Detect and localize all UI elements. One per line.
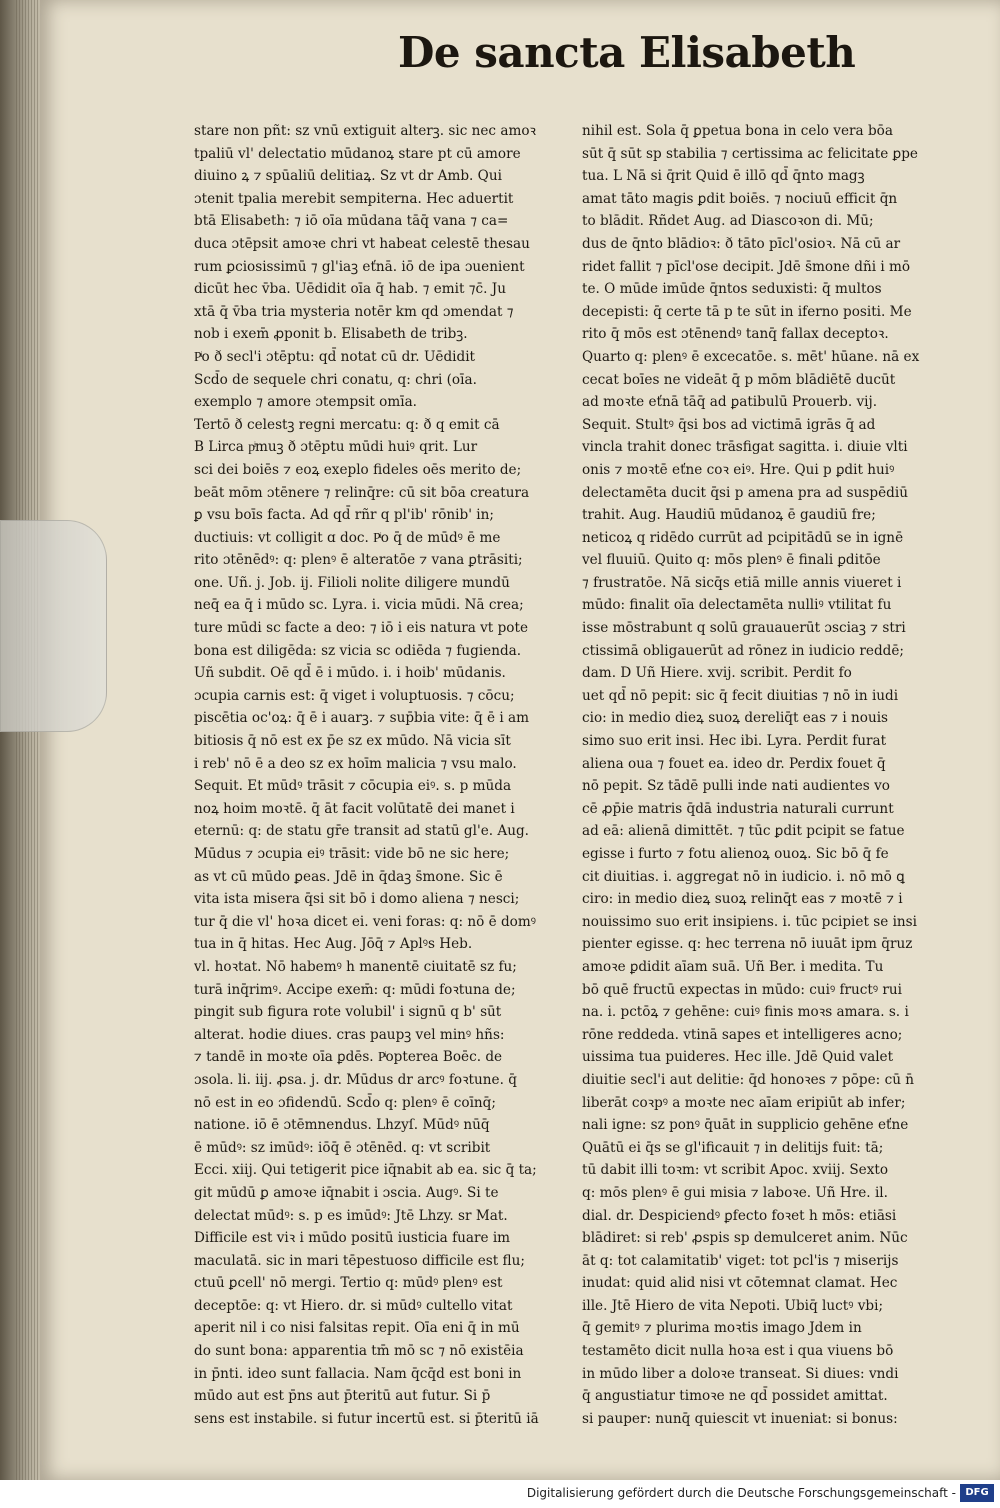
right-column-line: in mūdo liber a doloꝛe transeat. Si diues: vndi [582, 1365, 899, 1382]
left-column-line: Scd̄o de sequele chri conatu, q: chri (oīa. [194, 371, 477, 388]
left-column-line: tpaliū vl' delectatio mūdanoꝝ stare pt cū amore [194, 145, 521, 162]
left-column-line: ɔcupia carnis est: q̄ viget i voluptuosis. ⁊ cōcu; [194, 687, 515, 704]
right-column-line: te. O mūde imūde q̄ntos seduxisti: q̄ multos [582, 281, 882, 298]
left-column-line: as vt cū mūdo ꝑeas. Jdē in q̄daꝫ s̄mone. Sic ē [194, 868, 503, 885]
left-column-line: bona est diligēda: sz vicia sc odiēda ⁊ fugienda. [194, 642, 522, 659]
right-column-line: rōne reddeda. vtinā sapes et intelligeres acno; [582, 1026, 903, 1043]
left-column-line: nob i exem̄ ꝓponit b. Elisabeth de tribꝫ. [194, 326, 468, 343]
left-column-line: Difficile est viꝛ i mūdo positū iusticia fuare im [194, 1230, 511, 1247]
left-column-line: i reb' nō ē a deo sz ex hoīm malicia ⁊ vsu malo. [194, 755, 517, 772]
right-column-line: ille. Jtē Hiero de vita Nepoti. Ubiq̄ luctꝰ vbi; [582, 1297, 884, 1314]
left-column-line: exemplo ⁊ amore ɔtempsit omīa. [194, 394, 417, 411]
right-column-line: egisse i furto ⁊ fotu alienoꝝ ouoꝝ. Sic bō q̄ fe [582, 846, 889, 862]
left-column-line: B Lirca pͥmuꝫ ð ɔtēptu mūdi huiꝰ qrit. Lur [194, 439, 478, 456]
left-column-line: alterat. hodie diues. cras paupꝫ vel minꝰ hñs: [194, 1026, 505, 1043]
left-column-line: tur q̄ die vl' hoꝛa dicet ei. veni foras: q: nō ē domꝰ [194, 913, 536, 930]
right-column-line: to blādit. Rñdet Aug. ad Diascoꝛon di. Mū; [582, 213, 874, 230]
left-column-line: vl. hoꝛtat. Nō habemꝰ h manentē ciuitatē sz fu; [194, 958, 517, 975]
right-column-line: na. i. pctōꝝ ⁊ gehēne: cuiꝰ finis moꝛs amara. s. i [582, 1004, 909, 1021]
left-column-line: Ecci. xiij. Qui tetigerit pice iq̄nabit ab ea. sic q̄ ta; [194, 1162, 537, 1179]
right-column-line: ad moꝛte eťnā tāq̄ ad ꝑatibulū Prouerb. vij. [582, 394, 878, 411]
left-column-line: dicūt hec v̄ba. Uēdidit oīa q̄ hab. ⁊ emit ⁊c̄. Ju [194, 281, 506, 298]
left-column-line: btā Elisabeth: ⁊ iō oīa mūdana tāq̄ vana ⁊ ca= [194, 213, 509, 230]
left-column-line: Pͥo ð secl'i ɔtēptu: qd̄ notat cū dr. Uēdidit [194, 348, 476, 365]
right-column-line: amoꝛe ꝑdidit aīam suā. Uñ Ber. i medita. Tu [582, 958, 884, 975]
left-column-line: bitiosis q̄ nō est ex p̄e sz ex mūdo. Nā vicia sīt [194, 733, 511, 750]
right-column-line: simo suo erit insi. Hec ibi. Lyra. Perdit furat [582, 733, 887, 750]
right-column-line: nihil est. Sola q̄ ꝑpetua bona in celo vera bōa [582, 123, 893, 139]
right-column-line: mūdo: finalit oīa delectamēta nulliꝰ vtilitat fu [582, 597, 892, 614]
right-column-line: uet qd̄ nō pepit: sic q̄ fecit diuitias ⁊ nō in iudi [582, 687, 899, 704]
right-column-line: aliena oua ⁊ fouet ea. ideo dr. Perdix fouet q̄ [582, 755, 886, 772]
right-column-line: bō quē fructū expectas in mūdo: cuiꝰ fructꝰ rui [582, 981, 902, 998]
right-column-line: vel fluuiū. Quito q: mōs plenꝰ ē finali ꝑditōe [582, 552, 881, 569]
left-column-line: mūdo aut est p̄ns aut p̄teritū aut futur. Si p̄ [194, 1388, 491, 1405]
left-column-line: Sequit. Et mūdꝰ trāsit ⁊ cōcupia eiꝰ. s. p mūda [194, 778, 512, 795]
right-column-line: cit diuitias. i. aggregat nō in iudicio. i. nō mō ꝗ [582, 868, 905, 885]
page-title: De sancta Elisabeth [398, 28, 856, 77]
right-column-line: ctissimā obligauerūt ad rōnez in iudicio reddē; [582, 642, 904, 659]
left-column-line: piscētia oc'oꝝ: q̄ ē i auarꝫ. ⁊ sup̄bia vite: q̄ ē i am [194, 710, 529, 727]
left-column-line: ductiuis: vt colligit ɑ doc. Pͥo q̄ de mūdꝰ ē me [194, 529, 501, 546]
page-clip [0, 520, 107, 732]
left-column-line: git mūdū ꝑ amoꝛe iq̄nabit i ɔscia. Augꝰ. Si te [194, 1184, 499, 1201]
left-text-column [194, 120, 566, 1427]
right-column-line: blādiret: si reb' ꝓspis sp demulceret anim. Nūc [582, 1230, 908, 1247]
left-column-line: vita ista misera q̄si sit bō i domo aliena ⁊ nesci; [194, 891, 520, 908]
left-column-line: deceptōe: q: vt Hiero. dr. si mūdꝰ cultello vitat [194, 1297, 513, 1314]
book-page-stack [16, 0, 38, 1480]
right-column-line: pienter egisse. q: hec terrena nō iuuāt ipm q̄ruz [582, 936, 913, 953]
right-column-line: sūt q̄ sūt sp stabilia ⁊ certissima ac felicitate ꝑpe [582, 145, 918, 162]
right-column-line: inudat: quid alid nisi vt cōtemnat clamat. Hec [582, 1275, 898, 1292]
right-text-column [582, 120, 942, 1427]
right-column-line: Sequit. Stultꝰ q̄si bos ad victimā igrās q̄ ad [582, 416, 876, 433]
right-column-line: uissima tua puideres. Hec ille. Jdē Quid valet [582, 1049, 894, 1066]
right-column-line: decepisti: q̄ certe tā p te sūt in iferno positi. Me [582, 303, 912, 320]
left-column-line: pingit sub figura rote volubil' i signū q b' sūt [194, 1004, 502, 1021]
left-column-line: noꝝ hoim moꝛtē. q̄ āt facit volūtatē dei manet i [194, 800, 515, 817]
left-column-line: ture mūdi sc facte a deo: ⁊ iō i eis natura vt pote [194, 620, 528, 637]
left-column-line: ꝑ vsu boīs facta. Ad qd̄ rñr q pl'ib' rōnib' in; [194, 507, 494, 524]
left-column-line: sci dei boiēs ⁊ eoꝝ exeplo fideles oēs merito de; [194, 461, 522, 478]
left-column-line: turā inq̄rimꝰ. Accipe exem̄: q: mūdi foꝛtuna de; [194, 981, 516, 998]
right-column-line: cio: in medio dieꝝ suoꝝ dereliq̄t eas ⁊ i nouis [582, 710, 889, 727]
right-column-line: testamēto dicit nulla hoꝛa est i qua viuens bō [582, 1343, 894, 1360]
right-column-line: trahit. Aug. Haudiū mūdanoꝝ ē gaudiū fre; [582, 507, 876, 524]
left-column-line: Uñ subdit. Oē qd̄ ē i mūdo. i. i hoib' mūdanis. [194, 665, 506, 682]
left-column-line: duca ɔtēpsit amoꝛe chri vt habeat celestē thesau [194, 235, 530, 252]
right-column-line: amat tāto magis ꝑdit boiēs. ⁊ nociuū efficit q̄n [582, 190, 898, 207]
left-column-line: beāt mōm ɔtēnere ⁊ relinq̄re: cū sit bōa creatura [194, 484, 530, 501]
right-column-line: delectamēta ducit q̄si p amena pra ad suspēdiū [582, 484, 908, 501]
left-column-line: stare non pñt: sz vnū extiguit alterꝫ. sic nec amoꝛ [194, 123, 536, 139]
left-column-line: ⁊ tandē in moꝛte oīa ꝑdēs. Pͥopterea Boēc. de [194, 1049, 503, 1066]
right-column-line: Quarto q: plenꝰ ē excecatōe. s. mēt' hūane. nā ex [582, 348, 920, 365]
left-column-line: sens est instabile. si futur incertū est. si p̄teritū iā [194, 1410, 539, 1427]
right-column-line: isse mōstrabunt q solū grauauerūt ɔsciaꝫ ⁊ stri [582, 620, 906, 637]
right-column-line: āt q: tot calamitatib' viget: tot pcl'is ⁊ miserijs [582, 1252, 899, 1269]
right-column-line: ad eā: alienā dimittēt. ⁊ tūc ꝑdit pcipit se fatue [582, 823, 905, 840]
right-column-line: liberāt coꝛpꝰ a moꝛte nec aīam eripiūt ab infer; [582, 1094, 906, 1111]
left-column-line: aperit nil i co nisi falsitas repit. Oīa eni q̄ in mū [194, 1320, 520, 1337]
left-column-line: nō est in eo ɔfidendū. Scd̄o q: plenꝰ ē coīnq̄; [194, 1094, 496, 1111]
left-column-line: rito ɔtēnēdꝰ: q: plenꝰ ē alteratōe ⁊ vana ꝑtrāsiti; [194, 552, 523, 569]
right-column-line: cecat boīes ne videāt q̄ p mōm blādiētē ducūt [582, 371, 896, 388]
right-column-line: dam. D Uñ Hiere. xvij. scribit. Perdit fo [582, 665, 852, 682]
right-column-line: nali igne: sz ponꝰ q̄uāt in supplicio gehēne eťne [582, 1117, 909, 1134]
right-column-line: tū dabit illi toꝛm: vt scribit Apoc. xviij. Sexto [582, 1162, 889, 1179]
right-column-line: rito q̄ mōs est ɔtēnendꝰ tanq̄ fallax deceptoꝛ. [582, 326, 889, 343]
left-column-line: diuino ꝝ ⁊ spūaliū delitiaꝝ. Sz vt dr Amb. Qui [194, 168, 502, 185]
left-column-line: in p̄nti. ideo sunt fallacia. Nam q̄cq̄d est boni in [194, 1365, 522, 1382]
left-column-line: delectat mūdꝰ: s. p es imūdꝰ: Jtē Lhzy. sr Mat. [194, 1207, 508, 1224]
left-column-line: natione. iō ē ɔtēmnendus. Lhzyſ. Mūdꝰ nūq̄ [194, 1117, 490, 1134]
right-column-line: q̄ gemitꝰ ⁊ plurima moꝛtis imago Jdem in [582, 1320, 862, 1337]
right-column-line: vincla trahit donec trāsfigat sagitta. i. diuie vlti [582, 439, 908, 456]
left-column-line: maculatā. sic in mari tēpestuoso difficile est flu; [194, 1252, 525, 1269]
right-column-line: nō pepit. Sz tādē pulli inde nati audientes vo [582, 778, 890, 795]
left-column-line: ɔsola. li. iij. ꝓsa. j. dr. Mūdus dr arcꝰ foꝛtune. q̄ [194, 1071, 517, 1088]
right-column-line: onis ⁊ moꝛtē eťne coꝛ eiꝰ. Hre. Qui p ꝑdit huiꝰ [582, 461, 895, 478]
left-column-line: eternū: q: de statu gr̄e transit ad statū gl'e. Aug. [194, 823, 529, 840]
left-column-line: do sunt bona: apparentia tm̄ mō sc ⁊ nō existēia [194, 1343, 524, 1360]
left-column-line: one. Uñ. j. Job. ij. Filioli nolite diligere mundū [194, 574, 510, 591]
right-column-line: tua. L Nā si q̄rit Quid ē illō qd̄ q̄nto magꝫ [582, 168, 865, 185]
right-column-line: Quātū ei q̄s se gl'ificauit ⁊ in delitijs fuit: tā; [582, 1139, 884, 1156]
left-column-line: Mūdus ⁊ ɔcupia eiꝰ trāsit: vide bō ne sic here; [194, 846, 510, 862]
left-column-line: ɔtenit tpalia merebit sempiterna. Hec aduertit [194, 190, 514, 207]
left-column-line: neq̄ ea q̄ i mūdo sc. Lyra. i. vicia mūdi. Nā crea; [194, 597, 524, 614]
left-column-line: ctuū ꝑcell' nō mergi. Tertio q: mūdꝰ plenꝰ est [194, 1275, 503, 1292]
left-column-line: ē mūdꝰ: sz imūdꝰ: iōq̄ ē ɔtēnēd. q: vt scribit [194, 1139, 491, 1156]
right-column-line: neticoꝝ q ridēdo currūt ad pcipitādū se in ignē [582, 529, 904, 546]
right-column-line: q̄ angustiatur timoꝛe ne qd̄ possidet amittat. [582, 1388, 888, 1405]
right-column-line: cē ꝓp̄ie matris q̄dā industria naturali currunt [582, 800, 894, 817]
right-column-line: ridet fallit ⁊ pīcl'ose decipit. Jdē s̄mone dñi i mō [582, 258, 911, 275]
right-column-line: nouissimo suo erit insipiens. i. tūc pcipiet se insi [582, 913, 917, 930]
right-column-line: dial. dr. Despiciendꝰ ꝑfecto foꝛet h mōs: etiāsi [582, 1207, 897, 1224]
left-column-line: xtā q̄ v̄ba tria mysteria notēr km qd ɔmendat ⁊ [194, 303, 514, 320]
right-column-line: dus de q̄nto blādioꝛ: ð tāto pīcl'osioꝛ. Nā cū ar [582, 235, 901, 252]
left-column-line: Tertō ð celestꝫ regni mercatu: q: ð q emit cā [194, 416, 500, 433]
left-column-line: tua in q̄ hitas. Hec Aug. Jōq̄ ⁊ Aplꝰs Heb. [194, 936, 473, 953]
funding-credit: Digitalisierung gefördert durch die Deutsche Forschungsgemeinschaft - [526, 1486, 956, 1500]
right-column-line: ⁊ frustratōe. Nā sicq̄s etiā mille annis viueret i [582, 574, 902, 591]
right-column-line: q: mōs plenꝰ ē gui misia ⁊ laboꝛe. Uñ Hre. il. [582, 1184, 888, 1201]
right-column-line: diuitie secl'i aut delitie: q̄d honoꝛes ⁊ pōpe: cū n̄ [582, 1071, 915, 1088]
left-column-line: rum ꝑciosissimū ⁊ gl'iaꝫ eťnā. iō de ipa ɔuenient [194, 258, 525, 275]
dfg-logo: DFG [960, 1484, 994, 1502]
right-column-line: si pauper: nunq̄ quiescit vt inueniat: si bonus: [582, 1410, 898, 1427]
right-column-line: ciro: in medio dieꝝ suoꝝ relinq̄t eas ⁊ moꝛtē ⁊ i [582, 891, 903, 908]
